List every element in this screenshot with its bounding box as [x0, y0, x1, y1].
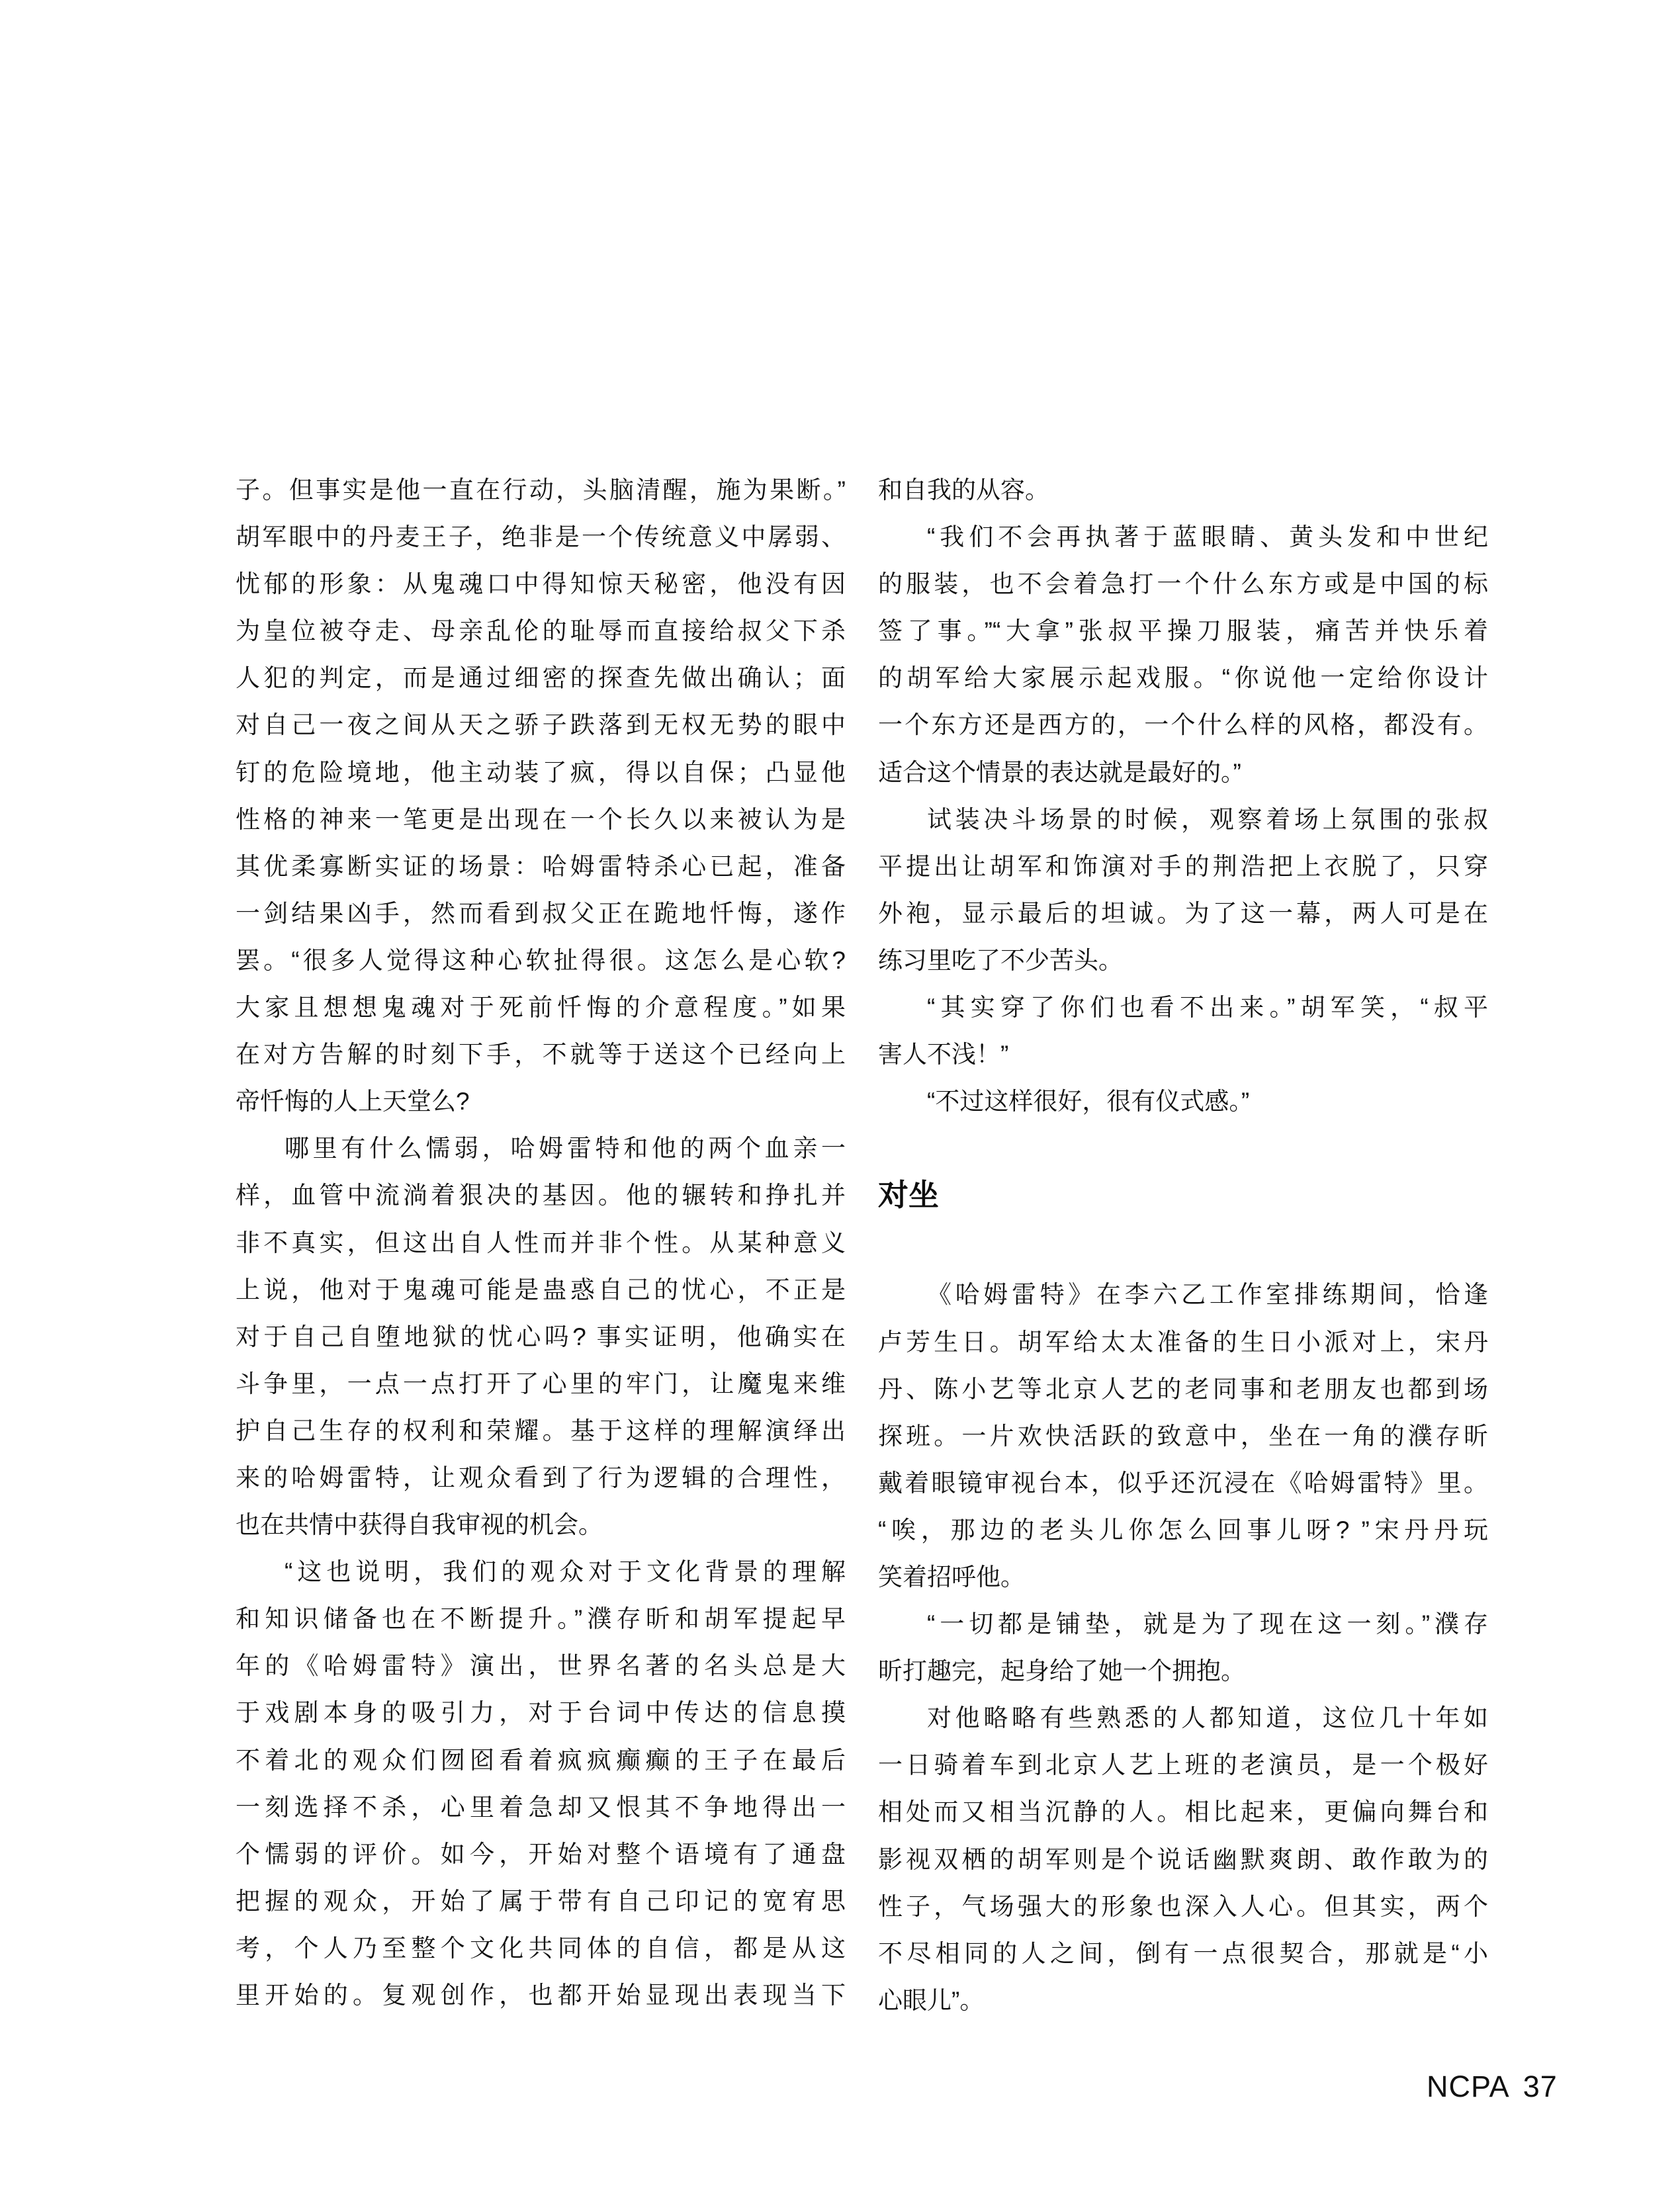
text-line: “其实穿了你们也看不出来。”胡军笑，“叔平	[927, 994, 1488, 1022]
text-line: 卢芳生日。胡军给太太准备的生日小派对上，宋丹	[878, 1328, 1488, 1356]
text-line: 戴着眼镜审视台本，似乎还沉浸在《哈姆雷特》里。	[878, 1469, 1488, 1497]
text-line: 于戏剧本身的吸引力，对于台词中传达的信息摸	[236, 1699, 846, 1727]
text-line: 不尽相同的人之间，倒有一点很契合，那就是“小	[878, 1939, 1488, 1967]
text-line: 一日骑着车到北京人艺上班的老演员，是一个极好	[878, 1751, 1488, 1779]
text-line: 试装决斗场景的时候，观察着场上氛围的张叔	[927, 805, 1488, 833]
text-line: 探班。一片欢快活跃的致意中，坐在一角的濮存昕	[878, 1422, 1488, 1450]
text-line: 影视双栖的胡军则是个说话幽默爽朗、敢作敢为的	[878, 1845, 1488, 1873]
text-line: 年的《哈姆雷特》演出，世界名著的名头总是大	[236, 1652, 846, 1680]
text-line: 胡军眼中的丹麦王子，绝非是一个传统意义中孱弱、	[236, 523, 846, 551]
text-line: 性子，气场强大的形象也深入人心。但其实，两个	[878, 1892, 1488, 1920]
text-line: 一剑结果凶手，然而看到叔父正在跪地忏悔，遂作	[236, 899, 846, 927]
text-line: 非不真实，但这出自人性而并非个性。从某种意义	[236, 1229, 846, 1256]
journal-name: NCPA	[1427, 2070, 1510, 2103]
text-line: 在对方告解的时刻下手，不就等于送这个已经向上	[236, 1041, 846, 1069]
text-line: 里开始的。复观创作，也都开始显现出表现当下	[236, 1982, 846, 2009]
text-line: 人犯的判定，而是通过细密的探查先做出确认；面	[236, 664, 846, 692]
text-line: 一刻选择不杀，心里着急却又恨其不争地得出一	[236, 1793, 846, 1821]
text-line: 忧郁的形象：从鬼魂口中得知惊天秘密，他没有因	[236, 570, 846, 598]
text-line: 对自己一夜之间从天之骄子跌落到无权无势的眼中	[236, 711, 846, 739]
text-line: 其优柔寡断实证的场景：哈姆雷特杀心已起，准备	[236, 852, 846, 880]
text-line: 个懦弱的评价。如今，开始对整个语境有了通盘	[236, 1840, 846, 1868]
text-line: 心眼儿”。	[878, 1986, 985, 2014]
text-line: 护自己生存的权利和荣耀。基于这样的理解演绎出	[236, 1417, 846, 1444]
page-footer	[1427, 2072, 1558, 2101]
text-line: “唉，那边的老头儿你怎么回事儿呀? ”宋丹丹玩	[878, 1516, 1488, 1544]
text-line: 外袍，显示最后的坦诚。为了这一幕，两人可是在	[878, 899, 1488, 927]
text-line: 的胡军给大家展示起戏服。“你说他一定给你设计	[878, 664, 1488, 692]
text-line: 练习里吃了不少苦头。	[878, 946, 1123, 974]
page-number: 37	[1523, 2070, 1558, 2103]
text-line: 昕打趣完，起身给了她一个拥抱。	[878, 1657, 1245, 1685]
text-line: 钉的危险境地，他主动装了疯，得以自保；凸显他	[236, 758, 846, 786]
text-line: 对于自己自堕地狱的忧心吗? 事实证明，他确实在	[236, 1323, 846, 1350]
text-line: 样，血管中流淌着狠决的基因。他的辗转和挣扎并	[236, 1182, 846, 1209]
text-line: 《哈姆雷特》在李六乙工作室排练期间，恰逢	[927, 1281, 1488, 1309]
section-heading: 对坐	[878, 1178, 939, 1213]
text-line: 的服装，也不会着急打一个什么东方或是中国的标	[878, 570, 1488, 598]
text-line: 把握的观众，开始了属于带有自己印记的宽宥思	[236, 1887, 846, 1915]
text-line: 害人不浅！”	[878, 1041, 1009, 1069]
left-column	[236, 466, 846, 2019]
text-line: 也在共情中获得自我审视的机会。	[236, 1511, 603, 1539]
text-line: “我们不会再执著于蓝眼睛、黄头发和中世纪	[927, 523, 1488, 551]
text-line: 上说，他对于鬼魂可能是蛊惑自己的忧心，不正是	[236, 1276, 846, 1303]
text-line: “这也说明，我们的观众对于文化背景的理解	[285, 1558, 846, 1586]
right-column	[878, 466, 1488, 2024]
text-line: 为皇位被夺走、母亲乱伦的耻辱而直接给叔父下杀	[236, 617, 846, 645]
text-line: 子。但事实是他一直在行动，头脑清醒，施为果断。”	[236, 476, 846, 503]
text-line: 丹、陈小艺等北京人艺的老同事和老朋友也都到场	[878, 1375, 1488, 1403]
text-line: 一个东方还是西方的，一个什么样的风格，都没有。	[878, 711, 1488, 739]
text-line: 考，个人乃至整个文化共同体的自信，都是从这	[236, 1934, 846, 1962]
text-line: 相处而又相当沉静的人。相比起来，更偏向舞台和	[878, 1798, 1488, 1826]
text-line: 和知识储备也在不断提升。”濮存昕和胡军提起早	[236, 1605, 846, 1633]
text-line: 斗争里，一点一点打开了心里的牢门，让魔鬼来维	[236, 1370, 846, 1397]
text-line: “不过这样很好，很有仪式感。”	[927, 1088, 1250, 1116]
text-line: “一切都是铺垫，就是为了现在这一刻。”濮存	[927, 1610, 1488, 1638]
text-line: 来的哈姆雷特，让观众看到了行为逻辑的合理性，	[236, 1464, 846, 1491]
text-line: 平提出让胡军和饰演对手的荆浩把上衣脱了，只穿	[878, 852, 1488, 880]
text-line: 不着北的观众们囫囵看着疯疯癫癫的王子在最后	[236, 1746, 846, 1774]
text-line: 笑着招呼他。	[878, 1563, 1025, 1591]
text-line: 大家且想想鬼魂对于死前忏悔的介意程度。”如果	[236, 994, 846, 1022]
text-line: 和自我的从容。	[878, 476, 1049, 503]
text-line: 签了事。”“大拿”张叔平操刀服装，痛苦并快乐着	[878, 617, 1488, 645]
text-line: 帝忏悔的人上天堂么?	[236, 1088, 470, 1116]
text-line: 对他略略有些熟悉的人都知道，这位几十年如	[927, 1704, 1488, 1732]
text-line: 适合这个情景的表达就是最好的。”	[878, 758, 1241, 786]
text-line: 哪里有什么懦弱，哈姆雷特和他的两个血亲一	[285, 1135, 846, 1162]
text-line: 罢。“很多人觉得这种心软扯得很。这怎么是心软?	[236, 946, 846, 974]
text-line: 性格的神来一笔更是出现在一个长久以来被认为是	[236, 805, 846, 833]
